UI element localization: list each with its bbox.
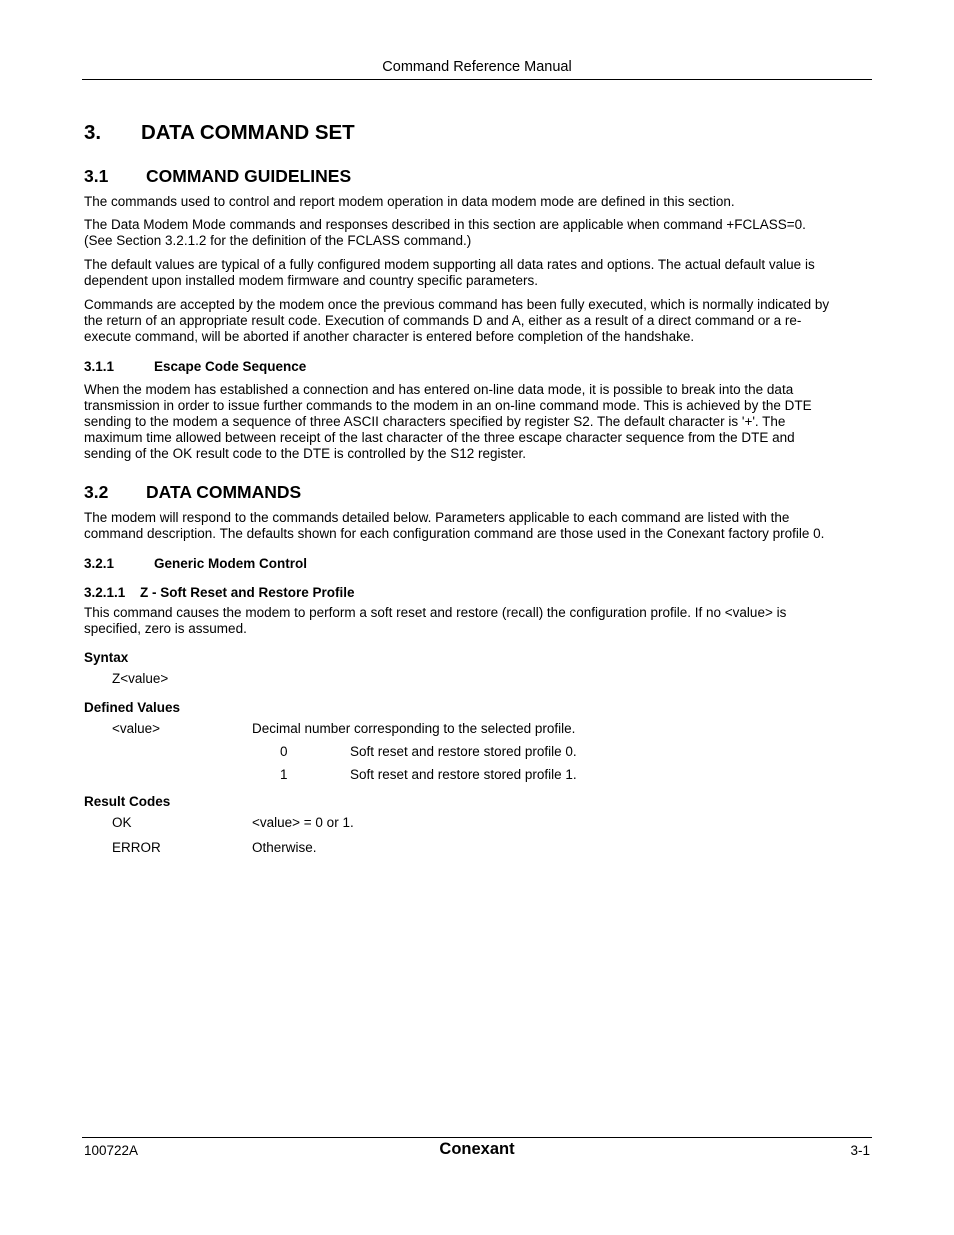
header-divider (82, 79, 872, 80)
text-line: (See Section 3.2.1.2 for the definition of the FCLASS command.) (84, 233, 472, 248)
text-line: execute command, will be aborted if another character is entered before completion of the handshake. (84, 329, 695, 344)
syntax-heading: Syntax (84, 650, 129, 665)
section-3-2-1-number: 3.2.1 (84, 556, 115, 571)
page-number: 3-1 (850, 1143, 870, 1158)
text-line: maximum time allowed between receipt of the last character of the three escape character sequence from the DTE and (84, 430, 795, 445)
text-line: specified, zero is assumed. (84, 621, 247, 636)
result-code: OK (112, 815, 132, 830)
result-codes-heading: Result Codes (84, 794, 171, 809)
running-header: Command Reference Manual (382, 59, 572, 75)
option-value: 0 (280, 744, 288, 759)
paragraph-z-command (84, 605, 874, 637)
text-line: sending of the OK result code to the DTE is controlled by the S12 register. (84, 446, 526, 461)
section-3-2-1-1-number: 3.2.1.1 (84, 585, 126, 600)
section-3-1-1-title: Escape Code Sequence (154, 359, 307, 374)
option-desc: Soft reset and restore stored profile 1. (350, 767, 577, 782)
section-3-1-title: COMMAND GUIDELINES (146, 166, 352, 186)
result-code: ERROR (112, 840, 161, 855)
chapter-title: DATA COMMAND SET (141, 121, 355, 144)
text-line: dependent upon installed modem firmware and country specific parameters. (84, 273, 538, 288)
document-number: 100722A (84, 1143, 139, 1158)
section-3-2-1-1-title: Z - Soft Reset and Restore Profile (140, 585, 355, 600)
defined-param: <value> (112, 721, 161, 736)
section-3-1-1-number: 3.1.1 (84, 359, 115, 374)
section-3-2-title: DATA COMMANDS (146, 482, 302, 502)
text-line: When the modem has established a connection and has entered on-line data mode, it is possible to break into the data (84, 382, 794, 397)
paragraph-escape-code (84, 382, 874, 462)
text-line: This command causes the modem to perform a soft reset and restore (recall) the configuration profile. If no <value> is (84, 605, 787, 620)
defined-values-heading: Defined Values (84, 700, 181, 715)
option-desc: Soft reset and restore stored profile 0. (350, 744, 577, 759)
text-line: The Data Modem Mode commands and responses described in this section are applicable when command +FCLASS=0. (84, 217, 806, 232)
paragraph-guidelines-2 (84, 217, 874, 249)
paragraph-guidelines-4 (84, 297, 874, 345)
footer-divider (82, 1137, 872, 1138)
section-3-1-number: 3.1 (84, 166, 109, 186)
text-line: The default values are typical of a fully configured modem supporting all data rates and options. The actual default value is (84, 257, 815, 272)
section-3-2-number: 3.2 (84, 482, 109, 502)
text-line: transmission in order to issue further commands to the modem in an on-line command mode. This is achieved by the DTE (84, 398, 812, 413)
result-code-desc: <value> = 0 or 1. (252, 815, 354, 830)
company-name: Conexant (439, 1140, 515, 1158)
text-line: The commands used to control and report modem operation in data modem mode are defined in this section. (84, 194, 735, 209)
option-value: 1 (280, 767, 288, 782)
text-line: Commands are accepted by the modem once the previous command has been fully executed, which is normally indicated by (84, 297, 830, 312)
paragraph-guidelines-3 (84, 257, 874, 289)
section-3-2-1-title: Generic Modem Control (154, 556, 308, 571)
defined-param-desc: Decimal number corresponding to the selected profile. (252, 721, 576, 736)
text-line: command description. The defaults shown for each configuration command are those used in the Conexant factory profile 0. (84, 526, 825, 541)
result-code-desc: Otherwise. (252, 840, 317, 855)
text-line: sending to the modem a sequence of three ASCII characters specified by register S2. The default character is '+'. The (84, 414, 786, 429)
paragraph-data-commands (84, 510, 874, 542)
paragraph-guidelines-1 (84, 194, 874, 210)
text-line: the return of an appropriate result code. Execution of commands D and A, either as a result of a direct command or a re- (84, 313, 802, 328)
text-line: The modem will respond to the commands detailed below. Parameters applicable to each command are listed with the (84, 510, 790, 525)
syntax-value: Z<value> (112, 671, 169, 686)
chapter-number: 3. (84, 121, 102, 144)
